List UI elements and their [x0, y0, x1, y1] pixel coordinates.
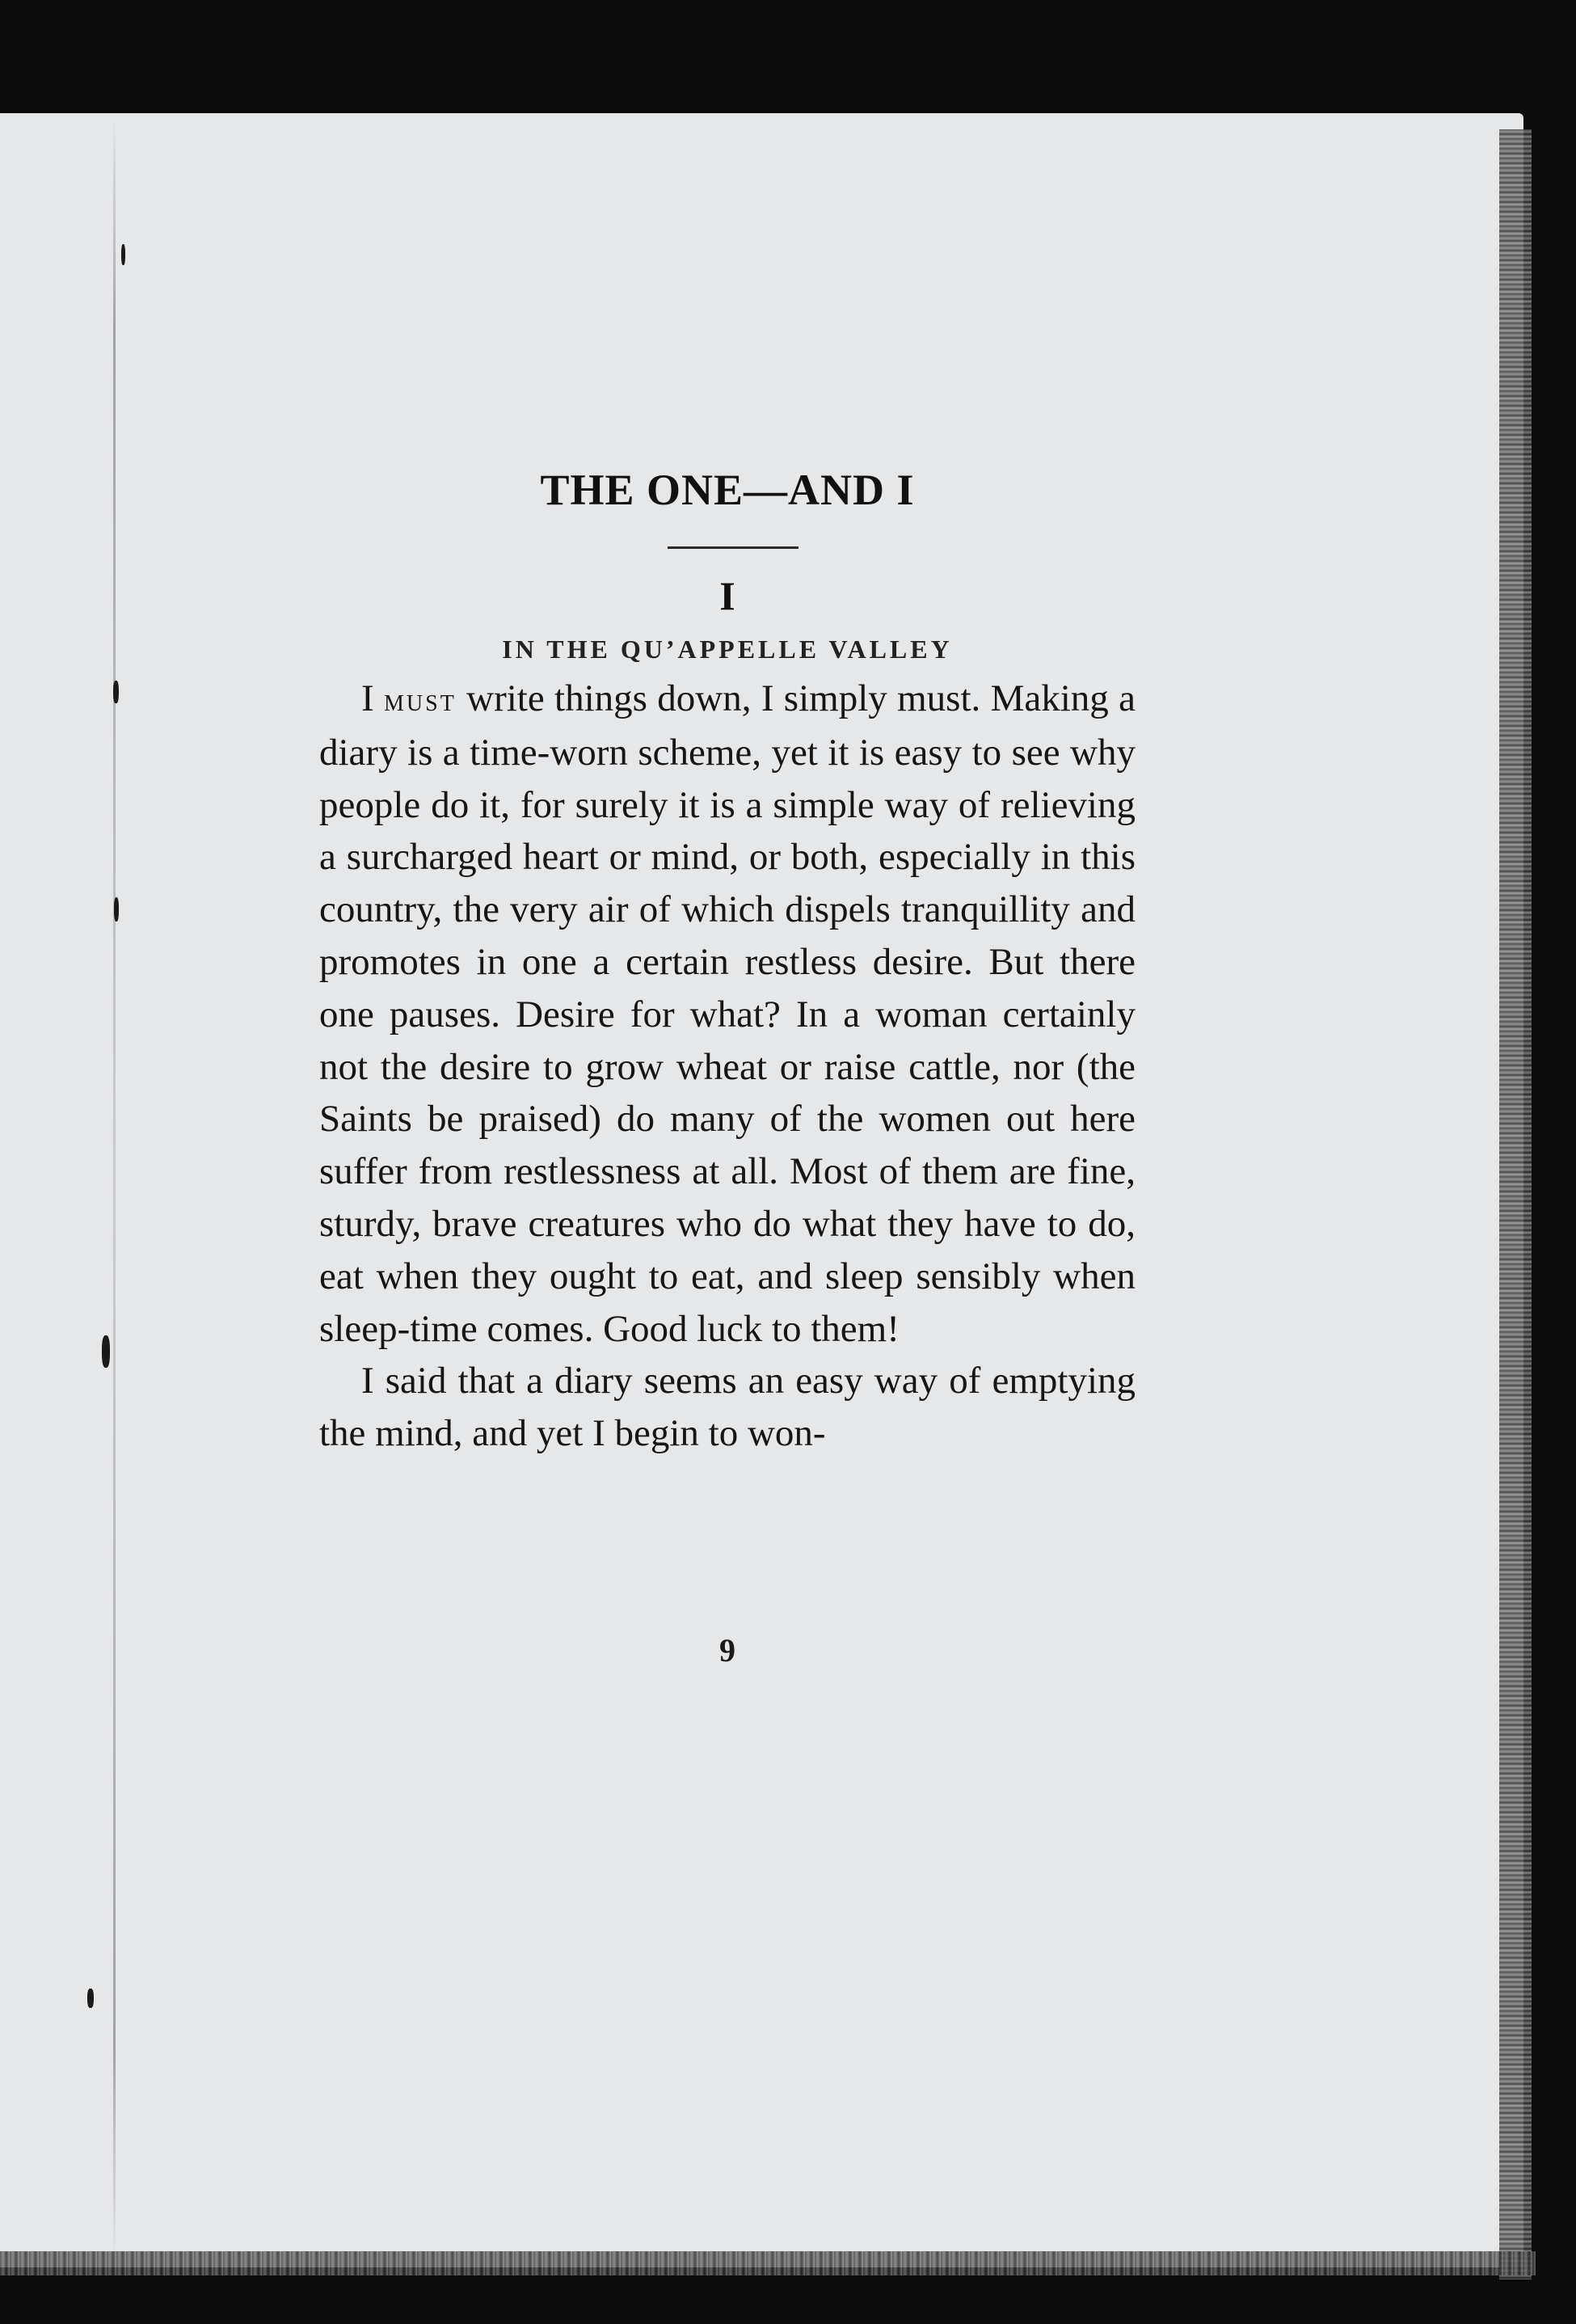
paragraph-text: write things down, I simply must. Making a diary is a time-worn scheme, yet it is easy to see why people do it, for surely it is a simple way of relieving a surcharged heart or mind, or both, especially in this country, the very air of which dispels tranquillity and promotes in one a certain restless desire. But there one pauses. Desire for what? In a woman certainly not the desire to grow wheat or raise cattle, nor (the Saints be praised) do many of the women out here suffer from restlessness at all. Most of them are fine, sturdy, brave creatures who do what they have to do, eat when they ought to eat, and sleep sensibly when sleep-time comes. Good luck to them!	[319, 677, 1136, 1350]
paragraph	[319, 673, 1136, 1355]
page-number: 9	[719, 1632, 735, 1668]
chapter-number: I	[719, 573, 735, 618]
page-edges-bottom	[0, 2251, 1536, 2275]
paragraph	[319, 1355, 1136, 1460]
paragraph-smallcaps: must	[384, 681, 457, 718]
paragraph-lead: I	[361, 677, 374, 719]
margin-mark	[121, 244, 125, 265]
paragraph-lead: I	[361, 1360, 374, 1402]
title-rule	[668, 546, 799, 549]
margin-mark	[87, 1989, 94, 2008]
body-text	[319, 673, 1136, 1460]
paragraph-text: said that a diary seems an easy way of emptying the mind, and yet I begin to won-	[319, 1360, 1136, 1455]
scanner-edge-right	[1532, 113, 1576, 2324]
margin-mark	[113, 681, 119, 703]
page-edges-right	[1499, 129, 1536, 2280]
chapter-subtitle: IN THE QU’APPELLE VALLEY	[502, 635, 953, 664]
running-title: THE ONE—AND I	[540, 466, 915, 514]
margin-mark	[114, 897, 119, 922]
margin-mark	[102, 1335, 110, 1368]
binding-gutter	[113, 113, 116, 2263]
